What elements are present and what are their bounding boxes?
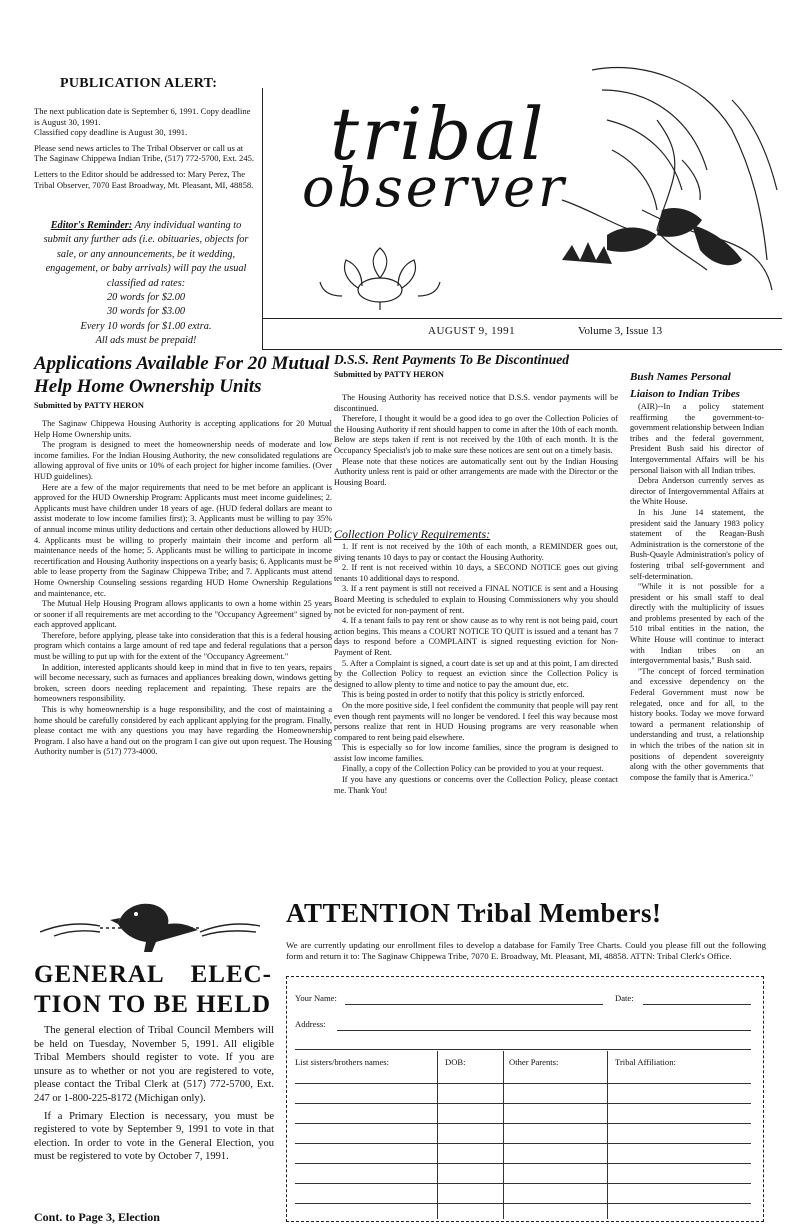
form-date-label: Date: (615, 993, 634, 1003)
attention-body: We are currently updating our enrollment files to develop a database for Family Tree Charts. Could you please fill out the following form and return it to: The Saginaw Chippewa Tribe, 7070 E. Broadway, Mt. Pleasant, MI, 48858. ATTN: Tribal Clerk's Office. (286, 940, 766, 961)
ad-rate-3: Every 10 words for $1.00 extra. (80, 320, 212, 332)
collection-policy-title: Collection Policy Requirements: (334, 527, 491, 541)
applications-paragraph: The Mutual Help Housing Program allows applicants to own a home within 25 years or sooner if all requirements are met according to the "Occupancy Agreement" signed by each approved applicant. (34, 599, 332, 630)
siblings-row[interactable] (295, 1163, 751, 1164)
dss-body (334, 393, 618, 488)
siblings-col-dob: DOB: (445, 1057, 466, 1067)
election-headline-word2: ELEC- (190, 961, 272, 988)
election-headline-word1: GENERAL (34, 961, 165, 988)
siblings-row[interactable] (295, 1203, 751, 1204)
bush-paragraph: In his June 14 statement, the president said the January 1983 policy statement of the Reagan-Bush Administration is the cornerstone of the Bush-Quayle Administration's policy of fostering tribal self-government and self-determination. (630, 507, 764, 581)
ad-rate-2: 30 words for $3.00 (106, 306, 185, 318)
masthead-rule (262, 318, 782, 319)
bush-paragraph: "While it is not possible for a president or his small staff to deal directly with the multiplicity of issues and problems presented by each of the 510 tribal entities in the nation, the White House will continue to interact with Indian tribes on an intergovernmental basis," Bush said. (630, 582, 764, 666)
collection-policy-paragraph: On the more positive side, I feel confident the community that people will pay rent even though rent payments will no longer be vendored. I feel this way because most persons realize that rent in HUD Housing programs are very reasonable when compared to rent being paid elsewhere. (334, 700, 618, 742)
collection-policy-body (334, 542, 618, 796)
siblings-row[interactable] (295, 1103, 751, 1104)
applications-headline: Applications Available For 20 Mutual Help Home Ownership Units (34, 353, 330, 397)
collection-policy-paragraph: Finally, a copy of the Collection Policy can be provided to you at your request. (342, 764, 604, 774)
bush-paragraph: (AIR)--In a policy statement reaffirming the government-to-government relationship between Indian tribes and the federal government, President Bush said his director of Intergovernmental Affairs will be his personal liaison with all Indian tribes. (630, 402, 764, 475)
applications-body (34, 419, 332, 758)
form-date-input[interactable] (643, 1004, 751, 1005)
masthead-title-line1: tribal (330, 92, 547, 176)
election-headline (34, 960, 272, 1020)
dss-paragraph: Please note that these notices are automatically sent out by the Indian Housing Authority unless rent is paid or other arrangements are made with the Director or the Housing Board. (334, 456, 618, 487)
siblings-col-names: List sisters/brothers names: (295, 1057, 390, 1067)
siblings-row[interactable] (295, 1183, 751, 1184)
siblings-col-parents: Other Parents: (509, 1057, 559, 1067)
family-tree-form (286, 976, 764, 1222)
applications-paragraph: Here are a few of the major requirements that need to be met before an applicant is approved for the HUD Ownership Program: Applicants must meet income guidelines; 2. Applicants must have children under 18 years of age. (HUD federal dollars are meant to assist moderate to low income families first); 3. Applicants must be willing to pay 35% of annual income minus utility deductions and certain other deductions allowed by HUD; 4. Applicants must be willing to properly maintain their income and perform all maintenance needs of the home; 5. Applicants must be willing to participate in income recertification and Housing Authority inspections on a yearly basis; 6. Applicants must be able to lease property from the Saginaw Chippewa Tribe; and 7. Applicants must attend Home Ownership Counseling sessions regarding HUD Home Ownership Regulations and maintenance, etc. (34, 482, 332, 598)
siblings-row[interactable] (295, 1083, 751, 1084)
publication-alert-contact: Please send news articles to The Tribal Observer or call us at The Saginaw Chippewa Indian Tribe, (517) 772-5700, Ext. 245. (34, 142, 255, 164)
applications-paragraph: The Saginaw Chippewa Housing Authority is accepting applications for 20 Mutual Help Home Ownership units. (34, 419, 332, 439)
editor-reminder-text: Any individual wanting to submit any further ads (i.e. obituaries, objects for sale, or any announcements, be it wedding, engagement, or baby arrivals) will pay the usual classified ad rates: (43, 220, 249, 289)
election-continued: Cont. to Page 3, Election (34, 1210, 160, 1224)
issue-date: AUGUST 9, 1991 (428, 325, 516, 337)
bush-paragraph: Debra Anderson currently serves as director of Intergovernmental Affairs at the White House. (630, 476, 764, 507)
siblings-table (287, 1051, 762, 1219)
form-name-input[interactable] (345, 1004, 603, 1005)
applications-paragraph: Therefore, before applying, please take into consideration that this is a federal housing program which contains a large amount of red tape and federal regulations that a person must be willing to put up with for the extent of the "Occupancy Agreement." (34, 630, 332, 662)
bush-paragraph: "The concept of forced termination and excessive dependency on the Federal Government must now be relegated, once and for all, to the history books. Today we move forward toward a permanent relationship of understanding and trust, a relationship in which the tribes of the nation sit in positions of dependent sovereignty along with the other governments that compose the family that is America." (630, 666, 764, 782)
siblings-row[interactable] (295, 1143, 751, 1144)
election-paragraph: The general election of Tribal Council Members will be held on Tuesday, November 5, 1991. All eligible Tribal Members should register to vote. If you are unsure as to whether or not you are registered to vote, please contact the Tribal Clerk at (517) 772-5700, Ext. 247 or 1-800-225-8172 (Michigan only). (34, 1025, 274, 1104)
election-paragraph: If a Primary Election is necessary, you must be registered to vote by September 9, 1991 to vote in that election. In order to vote in the General Election, you must be registered to vote by October 7, 1991. (34, 1110, 274, 1163)
dss-byline: Submitted by PATTY HERON (334, 370, 444, 379)
dss-paragraph: The Housing Authority has received notice that D.S.S. vendor payments will be discontinued. (334, 393, 618, 413)
applications-byline: Submitted by PATTY HERON (34, 401, 144, 410)
siblings-row[interactable] (295, 1123, 751, 1124)
column-divider (437, 1051, 438, 1219)
collection-policy-paragraph: This is being posted in order to notify that this policy is strictly enforced. (342, 690, 585, 700)
column-divider (503, 1051, 504, 1219)
form-name-label: Your Name: (295, 993, 337, 1003)
form-address-input-2[interactable] (295, 1049, 751, 1050)
collection-policy-item: 1. If rent is not received by the 10th of each month, a REMINDER goes out, giving tenants 10 days to pay or contact the Housing Authority. (334, 542, 618, 562)
editor-reminder (38, 219, 254, 349)
bush-body (630, 402, 764, 783)
bird-illustration (40, 894, 260, 954)
collection-policy-item: 5. After a Complaint is signed, a court date is set up and at this point, I am directed by the Collection Policy to request an eviction since the Collection Policy is designed to allow plenty to time and notice to pay the amount due, etc. (334, 658, 618, 689)
ad-rate-4: All ads must be prepaid! (95, 335, 197, 347)
collection-policy-item: 3. If a rent payment is still not received a FINAL NOTICE is sent and a Housing Board Meeting is scheduled to explain to Housing Commissioners why you should not be evicted for non-payment of rent. (334, 584, 618, 615)
ad-rate-1: 20 words for $2.00 (106, 292, 185, 304)
applications-paragraph: The program is designed to meet the homeownership needs of moderate and low income families. For the Indian Housing Authority, the new consolidated regulations are allowing approval of five units or 10% of each project for higher income families. (Over HUD guidelines). (34, 440, 332, 481)
collection-policy-item: 4. If a tenant fails to pay rent or show cause as to why rent is not being paid, court action begins. This means a COURT NOTICE TO QUIT is issued and a tenant has 7 days to respond before a COMPLAINT is signed requesting eviction for Non-Payment of Rent. (334, 616, 618, 657)
publication-alert-deadline: The next publication date is September 6, 1991. Copy deadline is August 30, 1991. Classified copy deadline is August 30, 1991. (34, 106, 251, 138)
collection-policy-item: 2. If rent is not received within 10 days, a SECOND NOTICE goes out giving tenants 10 additional days to respond. (334, 563, 618, 583)
collection-policy-paragraph: If you have any questions or concerns over the Collection Policy, please contact me. Thank You! (334, 775, 618, 795)
attention-headline: ATTENTION Tribal Members! (286, 898, 662, 928)
election-headline-line2: TION TO BE HELD (34, 991, 272, 1018)
masthead-title-line2: observer (302, 156, 567, 219)
bush-headline: Bush Names Personal Liaison to Indian Tribes (630, 371, 740, 400)
dss-paragraph: Therefore, I thought it would be a good idea to go over the Collection Policies of the Housing Authority if rent should happen to come in after the 10th of each month. Below are steps taken if rent is not received by the 10th of each month. It is the Occupancy Specialist's job to make sure these notices are sent out on a timely basis. (334, 414, 618, 455)
applications-paragraph: In addition, interested applicants should keep in mind that in five to ten years, repairs will become necessary, such as furnaces and appliances breaking down, windows getting broken, screen doors needing replacement and repainting. These repairs are the homeowners responsibility. (34, 662, 332, 704)
applications-paragraph: This is why homeownership is a huge responsibility, and the cost of maintaining a home should be carefully considered by each applicant applying for the program. Finally, please contact me with any questions you may have regarding the Homeownership Program. I also have a hand out on the program I can give out upon request. The Housing Authority number is (517) 773-4000. (34, 705, 332, 757)
publication-alert (34, 106, 256, 195)
collection-policy-paragraph: This is especially so for low income families, since the program is designed to assist low income families. (334, 743, 618, 763)
form-address-input[interactable] (337, 1030, 751, 1031)
editor-reminder-label: Editor's Reminder: (50, 220, 133, 231)
siblings-col-affiliation: Tribal Affiliation: (615, 1057, 676, 1067)
publication-alert-title: PUBLICATION ALERT: (60, 76, 218, 91)
column-divider (607, 1051, 608, 1219)
dss-headline: D.S.S. Rent Payments To Be Discontinued (334, 352, 570, 367)
issue-volume: Volume 3, Issue 13 (578, 325, 663, 337)
form-address-label: Address: (295, 1019, 326, 1029)
publication-alert-letters: Letters to the Editor should be addressed to: Mary Perez, The Tribal Observer, 7070 East Broadway, Mt. Pleasant, MI, 48858. (34, 168, 254, 190)
election-body (34, 1024, 274, 1168)
